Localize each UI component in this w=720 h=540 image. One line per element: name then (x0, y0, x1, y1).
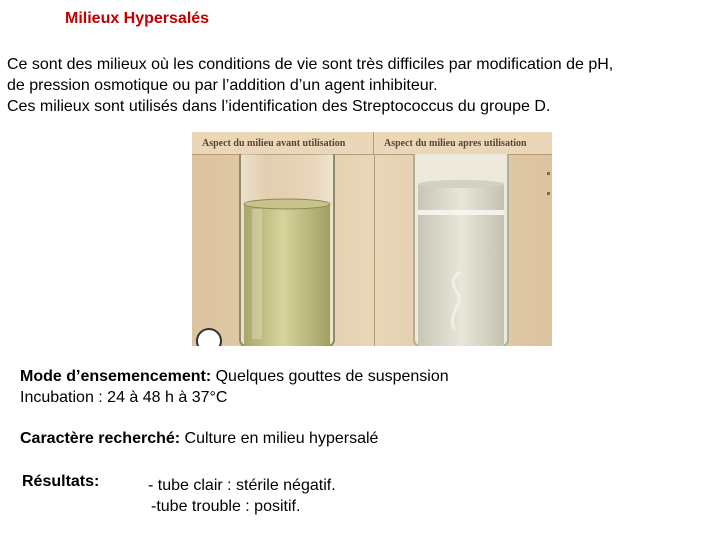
photo-edge-mark (547, 172, 550, 200)
intro-line: de pression osmotique ou par l’addition d’un agent inhibiteur. (7, 77, 438, 94)
criterion-section (20, 430, 378, 448)
inoculation-label: Mode d’ensemencement: (20, 368, 212, 385)
culture-tubes-photo (192, 132, 552, 346)
incubation-line: Incubation : 24 à 48 h à 37°C (20, 389, 228, 406)
page-title: Milieux Hypersalés (65, 10, 210, 27)
inoculation-value: Quelques gouttes de suspension (211, 368, 449, 385)
tubes-illustration (192, 154, 552, 346)
tube-turbid (414, 154, 508, 346)
intro-paragraph (7, 54, 717, 117)
criterion-label: Caractère recherché: (20, 430, 181, 447)
result-item: - tube clair : stérile négatif. (148, 477, 336, 494)
tube-clear (240, 154, 334, 346)
inoculation-section (20, 366, 449, 408)
header-after-use: Aspect du milieu apres utilisation (384, 137, 527, 149)
criterion-value: Culture en milieu hypersalé (180, 430, 379, 447)
photo-table-header (192, 132, 552, 155)
intro-line: Ces milieux sont utilisés dans l’identification des Streptococcus du groupe D. (7, 98, 551, 115)
intro-line: Ce sont des milieux où les conditions de vie sont très difficiles par modification de pH, (7, 56, 614, 73)
inoculation-line (20, 366, 449, 387)
result-item: -tube trouble : positif. (151, 498, 301, 515)
results-list (148, 475, 336, 517)
results-label: Résultats: (22, 473, 100, 490)
header-before-use: Aspect du milieu avant utilisation (192, 132, 374, 154)
